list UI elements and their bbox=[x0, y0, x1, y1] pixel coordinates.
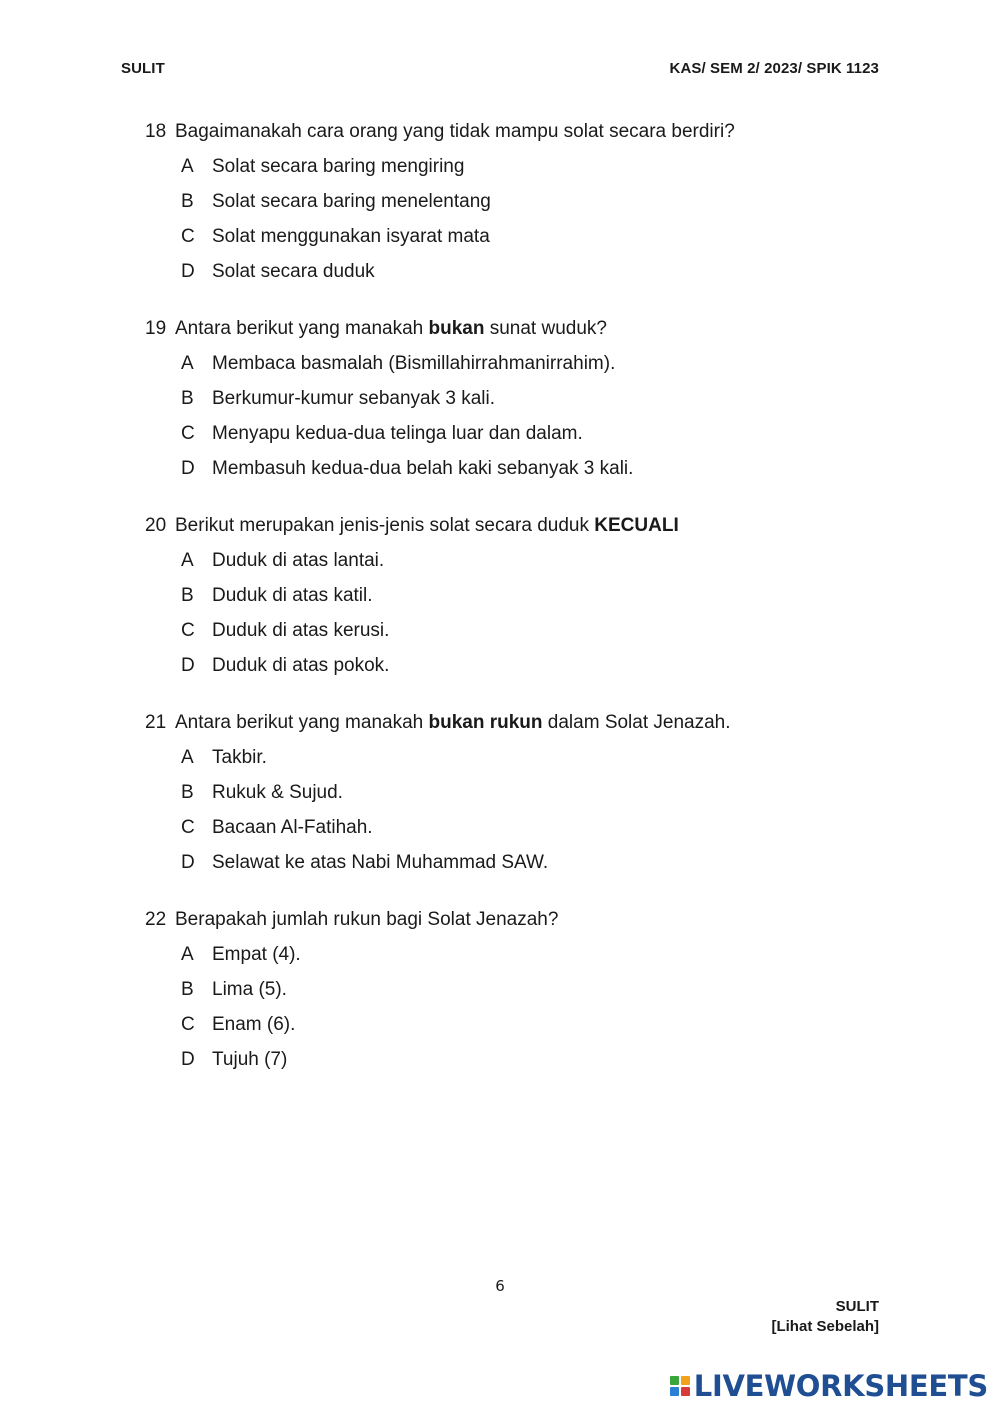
question-text: Berikut merupakan jenis-jenis solat secara duduk KECUALI bbox=[175, 515, 679, 536]
option-text: Solat secara baring menelentang bbox=[212, 191, 491, 212]
header-exam-code: KAS/ SEM 2/ 2023/ SPIK 1123 bbox=[669, 60, 879, 77]
option-d[interactable] bbox=[145, 851, 905, 875]
option-text: Solat menggunakan isyarat mata bbox=[212, 226, 490, 247]
option-text: Duduk di atas kerusi. bbox=[212, 620, 390, 641]
option-letter: A bbox=[181, 550, 194, 571]
option-letter: A bbox=[181, 156, 194, 177]
option-a[interactable] bbox=[145, 155, 905, 179]
option-letter: C bbox=[181, 620, 195, 641]
option-d[interactable] bbox=[145, 260, 905, 284]
footer-right bbox=[771, 1297, 879, 1337]
question-text: Antara berikut yang manakah bukan sunat wuduk? bbox=[175, 318, 607, 339]
option-b[interactable] bbox=[145, 978, 905, 1002]
option-text: Takbir. bbox=[212, 747, 267, 768]
question-list bbox=[145, 120, 905, 1105]
option-b[interactable] bbox=[145, 781, 905, 805]
logo-square-green bbox=[670, 1376, 679, 1385]
option-letter: B bbox=[181, 782, 194, 803]
option-d[interactable] bbox=[145, 457, 905, 481]
option-text: Duduk di atas katil. bbox=[212, 585, 373, 606]
question-text: Berapakah jumlah rukun bagi Solat Jenazah? bbox=[175, 909, 559, 930]
option-text: Solat secara duduk bbox=[212, 261, 375, 282]
option-text: Enam (6). bbox=[212, 1014, 296, 1035]
option-letter: A bbox=[181, 944, 194, 965]
footer-sulit: SULIT bbox=[835, 1298, 879, 1315]
option-text: Lima (5). bbox=[212, 979, 287, 1000]
option-text: Rukuk & Sujud. bbox=[212, 782, 343, 803]
option-letter: C bbox=[181, 817, 195, 838]
question-22 bbox=[145, 908, 905, 1072]
footer-next-page: [Lihat Sebelah] bbox=[771, 1318, 879, 1335]
option-b[interactable] bbox=[145, 387, 905, 411]
option-text: Menyapu kedua-dua telinga luar dan dalam. bbox=[212, 423, 583, 444]
question-number: 20 bbox=[145, 515, 167, 536]
option-letter: C bbox=[181, 1014, 195, 1035]
option-text: Bacaan Al-Fatihah. bbox=[212, 817, 373, 838]
option-letter: D bbox=[181, 261, 195, 282]
option-c[interactable] bbox=[145, 816, 905, 840]
option-letter: B bbox=[181, 585, 194, 606]
option-letter: A bbox=[181, 353, 194, 374]
question-20 bbox=[145, 514, 905, 678]
question-stem bbox=[145, 711, 905, 735]
question-number: 21 bbox=[145, 712, 167, 733]
option-text: Empat (4). bbox=[212, 944, 301, 965]
option-d[interactable] bbox=[145, 654, 905, 678]
question-stem bbox=[145, 514, 905, 538]
option-a[interactable] bbox=[145, 943, 905, 967]
option-a[interactable] bbox=[145, 746, 905, 770]
option-text: Membasuh kedua-dua belah kaki sebanyak 3 kali. bbox=[212, 458, 634, 479]
liveworksheets-logo-icon bbox=[670, 1376, 690, 1396]
option-d[interactable] bbox=[145, 1048, 905, 1072]
question-18 bbox=[145, 120, 905, 284]
option-a[interactable] bbox=[145, 352, 905, 376]
option-c[interactable] bbox=[145, 225, 905, 249]
question-number: 22 bbox=[145, 909, 167, 930]
question-stem bbox=[145, 120, 905, 144]
option-b[interactable] bbox=[145, 584, 905, 608]
logo-square-blue bbox=[670, 1387, 679, 1396]
option-letter: D bbox=[181, 1049, 195, 1070]
option-a[interactable] bbox=[145, 549, 905, 573]
question-number: 18 bbox=[145, 121, 167, 142]
option-text: Membaca basmalah (Bismillahirrahmanirrahim). bbox=[212, 353, 616, 374]
option-text: Duduk di atas lantai. bbox=[212, 550, 385, 571]
question-text: Bagaimanakah cara orang yang tidak mampu solat secara berdiri? bbox=[175, 121, 735, 142]
question-19 bbox=[145, 317, 905, 481]
option-text: Selawat ke atas Nabi Muhammad SAW. bbox=[212, 852, 549, 873]
question-text: Antara berikut yang manakah bukan rukun dalam Solat Jenazah. bbox=[175, 712, 731, 733]
option-letter: B bbox=[181, 388, 194, 409]
option-c[interactable] bbox=[145, 619, 905, 643]
liveworksheets-logo-text: LIVEWORKSHEETS bbox=[693, 1369, 988, 1403]
option-letter: A bbox=[181, 747, 194, 768]
option-text: Berkumur-kumur sebanyak 3 kali. bbox=[212, 388, 495, 409]
logo-square-orange bbox=[681, 1376, 690, 1385]
option-letter: B bbox=[181, 979, 194, 1000]
logo-square-red bbox=[681, 1387, 690, 1396]
header-left-sulit: SULIT bbox=[121, 60, 165, 77]
option-text: Solat secara baring mengiring bbox=[212, 156, 465, 177]
option-letter: C bbox=[181, 423, 195, 444]
option-letter: D bbox=[181, 458, 195, 479]
option-c[interactable] bbox=[145, 422, 905, 446]
option-text: Duduk di atas pokok. bbox=[212, 655, 390, 676]
option-b[interactable] bbox=[145, 190, 905, 214]
page-number: 6 bbox=[495, 1277, 505, 1295]
liveworksheets-logo[interactable] bbox=[670, 1368, 988, 1404]
question-stem bbox=[145, 317, 905, 341]
option-text: Tujuh (7) bbox=[212, 1049, 288, 1070]
option-letter: D bbox=[181, 655, 195, 676]
option-letter: C bbox=[181, 226, 195, 247]
option-letter: D bbox=[181, 852, 195, 873]
question-21 bbox=[145, 711, 905, 875]
question-stem bbox=[145, 908, 905, 932]
option-letter: B bbox=[181, 191, 194, 212]
question-number: 19 bbox=[145, 318, 167, 339]
option-c[interactable] bbox=[145, 1013, 905, 1037]
